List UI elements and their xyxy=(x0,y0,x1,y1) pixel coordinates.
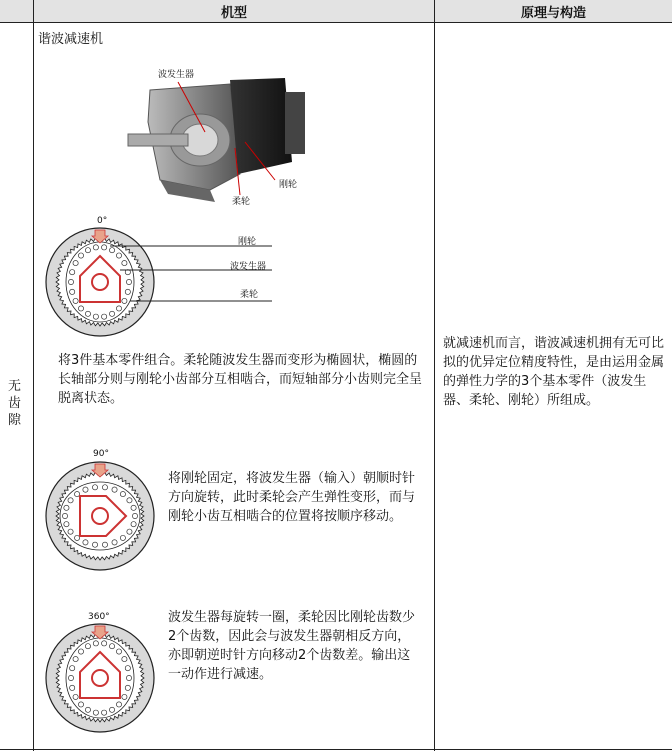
gear-diagram-90deg xyxy=(44,460,156,572)
principle-text: 就减速机而言，谐波减速机拥有无可比拟的优异定位精度特性，是由运用金属的弹性力学的3个基本零件（波发生器、柔轮、刚轮）所组成。 xyxy=(443,336,665,408)
angle-label-0: 0° xyxy=(97,216,108,226)
description-2: 将刚轮固定，将波发生器（输入）朝顺时针方向旋转，此时柔轮会产生弹性变形，而与刚轮小齿互相啮合的位置将按顺序移动。 xyxy=(168,471,416,524)
description-3: 波发生器每旋转一圈，柔轮因比刚轮齿数少2个齿数，因此会与波发生器朝相反方向，亦即朝逆时针方向移动2个齿数差。输出这一动作进行减速。 xyxy=(168,610,416,682)
diagram1-label-circular-spline: 刚轮 xyxy=(238,237,257,247)
diagram1-label-wave-generator: 波发生器 xyxy=(230,262,267,272)
header-model: 机型 xyxy=(34,0,434,22)
angle-label-360: 360° xyxy=(88,612,110,622)
header-principle: 原理与构造 xyxy=(435,0,672,22)
header-divider xyxy=(0,22,672,23)
row-label: 无齿隙 xyxy=(8,379,22,428)
header-empty-cell xyxy=(0,0,33,22)
diagram1-label-flexspline: 柔轮 xyxy=(240,290,259,300)
gear-diagram-360deg xyxy=(44,622,156,734)
photo-label-wave-generator: 波发生器 xyxy=(158,70,195,80)
angle-label-90: 90° xyxy=(93,449,109,459)
column-divider-2 xyxy=(434,0,435,751)
photo-label-flexspline: 柔轮 xyxy=(232,197,251,207)
photo-label-circular-spline: 刚轮 xyxy=(279,180,298,190)
column-divider-1 xyxy=(33,0,34,751)
section-title: 谐波减速机 xyxy=(38,32,104,47)
table-border-bottom xyxy=(0,749,672,750)
description-1: 将3件基本零件组合。柔轮随波发生器而变形为椭圆状，椭圆的长轴部分则与刚轮小齿部分互相啮合，而短轴部分小齿则完全呈脱离状态。 xyxy=(58,353,423,406)
